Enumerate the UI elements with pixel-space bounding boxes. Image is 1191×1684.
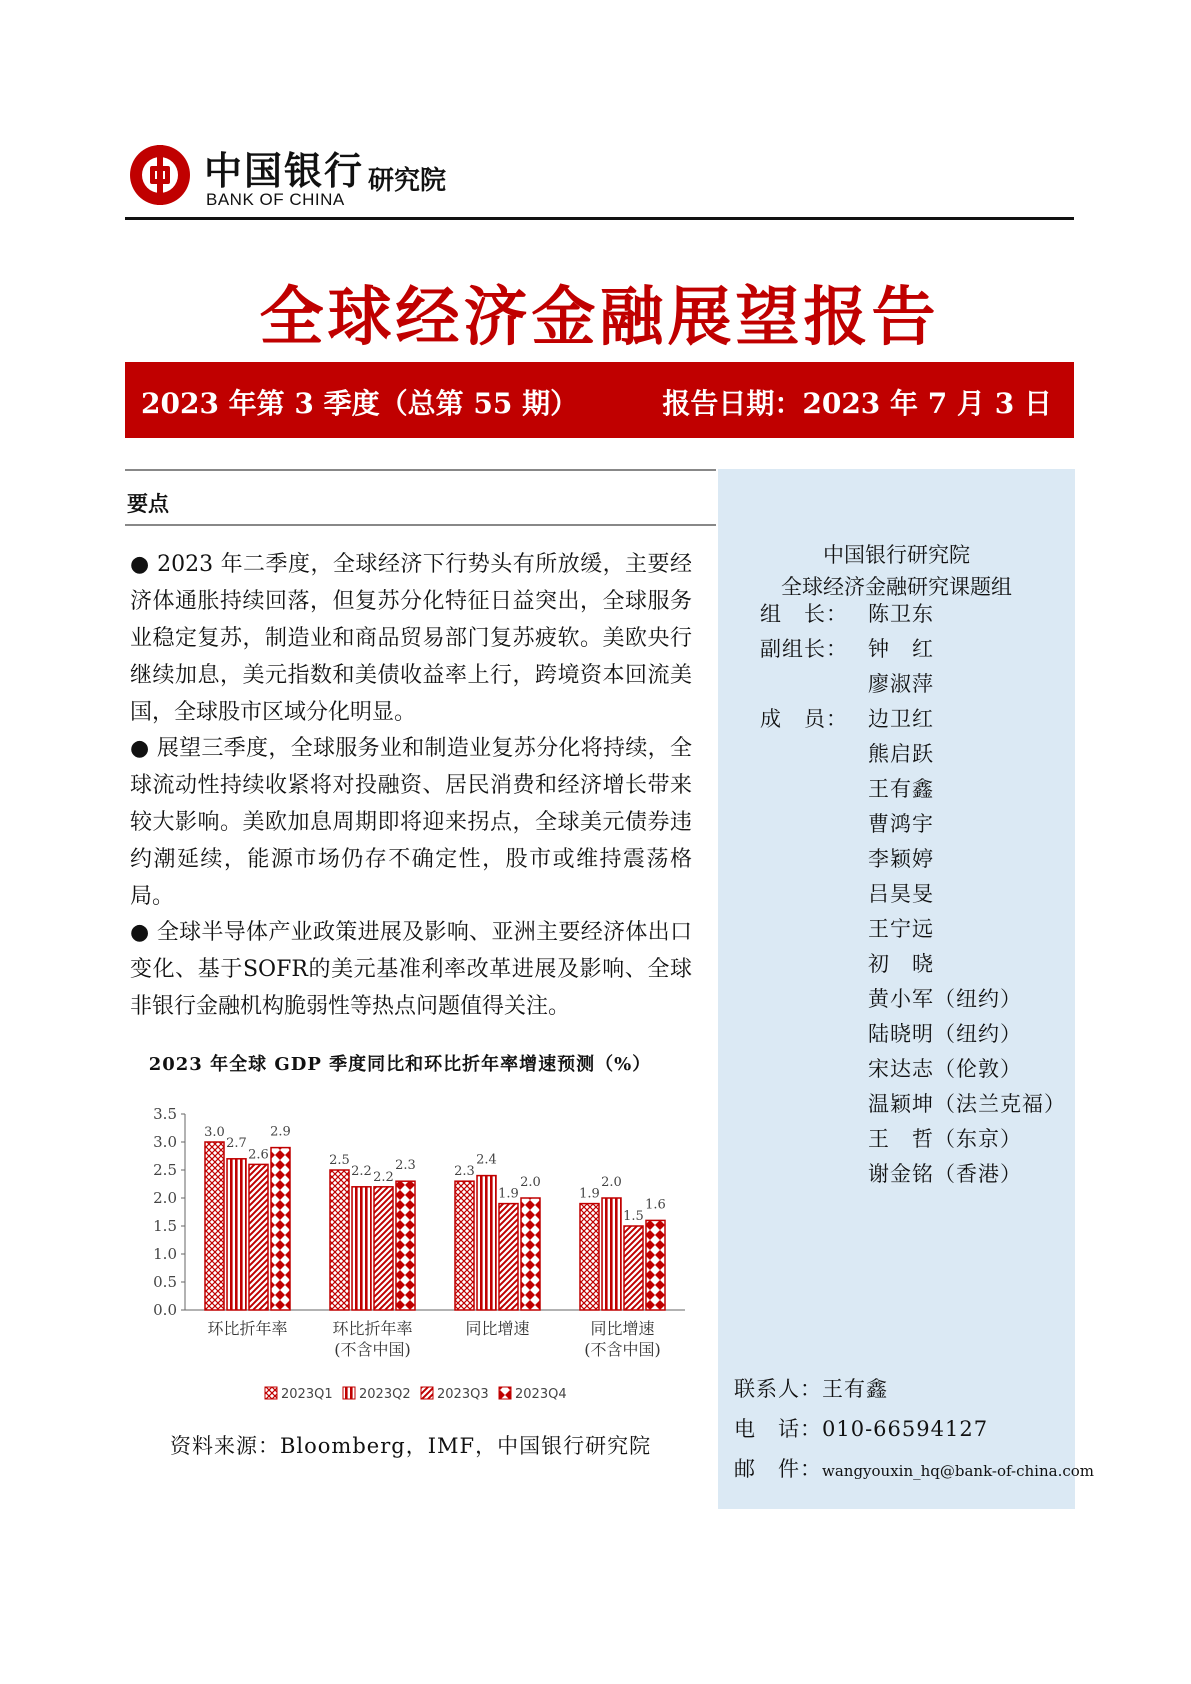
legend-label: 2023Q4 — [515, 1387, 567, 1402]
contact-info — [734, 1369, 1094, 1491]
bar-2023Q4 — [521, 1198, 540, 1310]
team-member-name: 陈卫东 — [868, 602, 934, 626]
team-member-row — [760, 736, 934, 773]
category-label: 环比折年率 — [207, 1319, 288, 1338]
team-member-role: 成 员： — [760, 707, 848, 731]
contact-phone-row — [734, 1409, 1094, 1449]
team-member-row — [760, 1156, 1022, 1193]
keypoint-paragraph: ● 2023 年二季度，全球经济下行势头有所放缓，主要经济体通胀持续回落，但复苏分化特征日益突出，全球服务业稳定复苏，制造业和商品贸易部门复苏疲软。美欧央行继续加息，美元指数和美债收益率上行，跨境资本回流美国，全球股市区域分化明显。 — [130, 552, 692, 725]
team-org-line1: 中国银行研究院 — [823, 543, 970, 567]
team-organization — [718, 539, 1075, 603]
contact-email-row — [734, 1449, 1094, 1491]
bar-value-label: 1.9 — [498, 1186, 519, 1202]
keypoint-paragraph: ● 全球半导体产业政策进展及影响、亚洲主要经济体出口变化、基于SOFR的美元基准利率改革进展及影响、全球非银行金融机构脆弱性等热点问题值得关注。 — [130, 920, 692, 1019]
category-label: 同比增速 — [590, 1319, 655, 1338]
bar-2023Q3 — [624, 1226, 643, 1310]
bar-value-label: 2.5 — [329, 1153, 350, 1168]
team-member-row — [760, 806, 934, 843]
team-member-name: 钟 红 — [868, 637, 934, 661]
team-member-row — [760, 631, 934, 668]
y-tick-label: 0.0 — [153, 1301, 177, 1319]
team-member-name: 熊启跃 — [868, 742, 934, 766]
legend-swatch — [421, 1387, 433, 1399]
bar-value-label: 2.3 — [454, 1164, 475, 1180]
bar-value-label: 2.2 — [351, 1163, 372, 1179]
bar-value-label: 2.0 — [601, 1175, 622, 1190]
team-member-name: 曹鸿宇 — [868, 812, 934, 836]
bar-2023Q3 — [499, 1204, 518, 1310]
brand-name-cn: 中国银行 — [204, 148, 365, 193]
bar-2023Q2 — [352, 1187, 371, 1310]
keypoints-top-divider — [125, 469, 716, 471]
team-member-row — [760, 911, 934, 948]
contact-person-row — [734, 1369, 1094, 1409]
contact-email-label: 邮 件： — [734, 1457, 822, 1481]
bar-2023Q3 — [374, 1187, 393, 1310]
report-title: 全球经济金融展望报告 — [259, 280, 940, 355]
team-member-row — [760, 981, 1022, 1018]
bar-value-label: 1.6 — [645, 1197, 666, 1213]
category-label: 环比折年率 — [332, 1319, 413, 1338]
team-member-name: 谢金铭（香港） — [868, 1162, 1022, 1186]
contact-email[interactable]: wangyouxin_hq@bank-of-china.com — [822, 1462, 1094, 1480]
bar-value-label: 2.7 — [226, 1135, 247, 1151]
team-member-row — [760, 701, 934, 738]
issue-number: 2023 年第 3 季度（总第 55 期） — [141, 387, 579, 420]
bar-2023Q1 — [455, 1181, 474, 1310]
header-divider — [125, 217, 1074, 220]
team-member-row — [760, 666, 934, 703]
team-member-row — [760, 771, 934, 808]
issue-banner — [125, 362, 1074, 438]
team-member-name: 边卫红 — [868, 707, 934, 731]
team-member-name: 王 哲（东京） — [868, 1127, 1022, 1151]
bar-2023Q1 — [580, 1204, 599, 1310]
team-member-row — [760, 1051, 1022, 1088]
category-label: 同比增速 — [465, 1319, 530, 1338]
bar-value-label: 2.2 — [373, 1169, 394, 1185]
bar-2023Q2 — [227, 1159, 246, 1310]
team-member-role: 组 长： — [760, 602, 848, 626]
bar-value-label: 1.9 — [579, 1186, 600, 1202]
contact-phone-label: 电 话： — [734, 1417, 822, 1441]
bar-value-label: 2.4 — [476, 1152, 497, 1168]
team-member-row — [760, 946, 934, 983]
contact-person: 王有鑫 — [822, 1377, 888, 1401]
legend-swatch — [343, 1387, 355, 1399]
y-tick-label: 2.0 — [153, 1189, 177, 1207]
y-tick-label: 2.5 — [153, 1161, 177, 1179]
y-tick-label: 3.0 — [153, 1133, 177, 1151]
y-tick-label: 1.0 — [153, 1245, 177, 1263]
team-member-row — [760, 1016, 1022, 1053]
brand-name-en: BANK OF CHINA — [206, 190, 345, 209]
team-member-name: 黄小军（纽约） — [868, 987, 1022, 1011]
category-label: (不含中国) — [334, 1340, 411, 1359]
team-member-row — [760, 876, 934, 913]
institute-label: 研究院 — [368, 166, 447, 196]
keypoint-paragraph: ● 展望三季度，全球服务业和制造业复苏分化将持续，全球流动性持续收紧将对投融资、居民消费和经济增长带来较大影响。美欧加息周期即将迎来拐点，全球美元债券违约潮延续，能源市场仍存不确定性，股市或维持震荡格局。 — [130, 736, 692, 909]
team-member-name: 初 晓 — [868, 952, 934, 976]
team-member-name: 廖淑萍 — [868, 672, 934, 696]
bar-value-label: 2.9 — [270, 1124, 291, 1140]
bar-2023Q1 — [205, 1142, 224, 1310]
team-member-name: 李颖婷 — [868, 847, 934, 871]
bar-2023Q4 — [271, 1148, 290, 1310]
team-member-row — [760, 1121, 1022, 1158]
y-tick-label: 3.5 — [153, 1105, 177, 1123]
research-team-panel — [718, 469, 1094, 1509]
report-date: 报告日期：2023 年 7 月 3 日 — [662, 387, 1052, 420]
legend-swatch — [265, 1387, 277, 1399]
bank-of-china-logo-icon — [128, 143, 192, 207]
contact-phone: 010-66594127 — [822, 1417, 989, 1441]
bar-2023Q1 — [330, 1170, 349, 1310]
team-member-name: 王有鑫 — [868, 777, 934, 801]
contact-person-label: 联系人： — [734, 1377, 822, 1401]
team-member-row — [760, 1086, 1066, 1123]
keypoints-heading-divider — [125, 524, 716, 526]
legend-label: 2023Q3 — [437, 1387, 489, 1402]
team-member-row — [760, 596, 934, 633]
team-member-name: 宋达志（伦敦） — [868, 1057, 1022, 1081]
team-member-name: 王宁远 — [868, 917, 934, 941]
bar-value-label: 3.0 — [204, 1125, 225, 1140]
team-org-line2: 全球经济金融研究课题组 — [781, 575, 1012, 599]
legend-swatch — [499, 1387, 511, 1399]
team-member-role: 副组长： — [760, 637, 848, 661]
team-member-name: 陆晓明（纽约） — [868, 1022, 1022, 1046]
legend-label: 2023Q1 — [281, 1387, 333, 1402]
chart-title: 2023 年全球 GDP 季度同比和环比折年率增速预测（%） — [148, 1054, 652, 1075]
chart-source-note: 资料来源：Bloomberg，IMF，中国银行研究院 — [170, 1434, 652, 1458]
category-label: (不含中国) — [584, 1340, 661, 1359]
y-tick-label: 1.5 — [153, 1217, 177, 1235]
bar-2023Q3 — [249, 1164, 268, 1310]
bar-value-label: 1.5 — [623, 1209, 644, 1224]
keypoints-heading: 要点 — [127, 491, 169, 516]
bar-value-label: 2.6 — [248, 1147, 269, 1163]
bar-2023Q4 — [646, 1220, 665, 1310]
team-member-name: 吕昊旻 — [868, 882, 934, 906]
legend-label: 2023Q2 — [359, 1387, 411, 1402]
team-member-name: 温颖坤（法兰克福） — [868, 1092, 1066, 1116]
bar-2023Q4 — [396, 1181, 415, 1310]
gdp-bar-chart — [125, 1090, 695, 1420]
bar-value-label: 2.0 — [520, 1175, 541, 1190]
bar-2023Q2 — [477, 1176, 496, 1310]
y-tick-label: 0.5 — [153, 1273, 177, 1291]
bar-value-label: 2.3 — [395, 1158, 416, 1174]
team-member-row — [760, 841, 934, 878]
bar-2023Q2 — [602, 1198, 621, 1310]
